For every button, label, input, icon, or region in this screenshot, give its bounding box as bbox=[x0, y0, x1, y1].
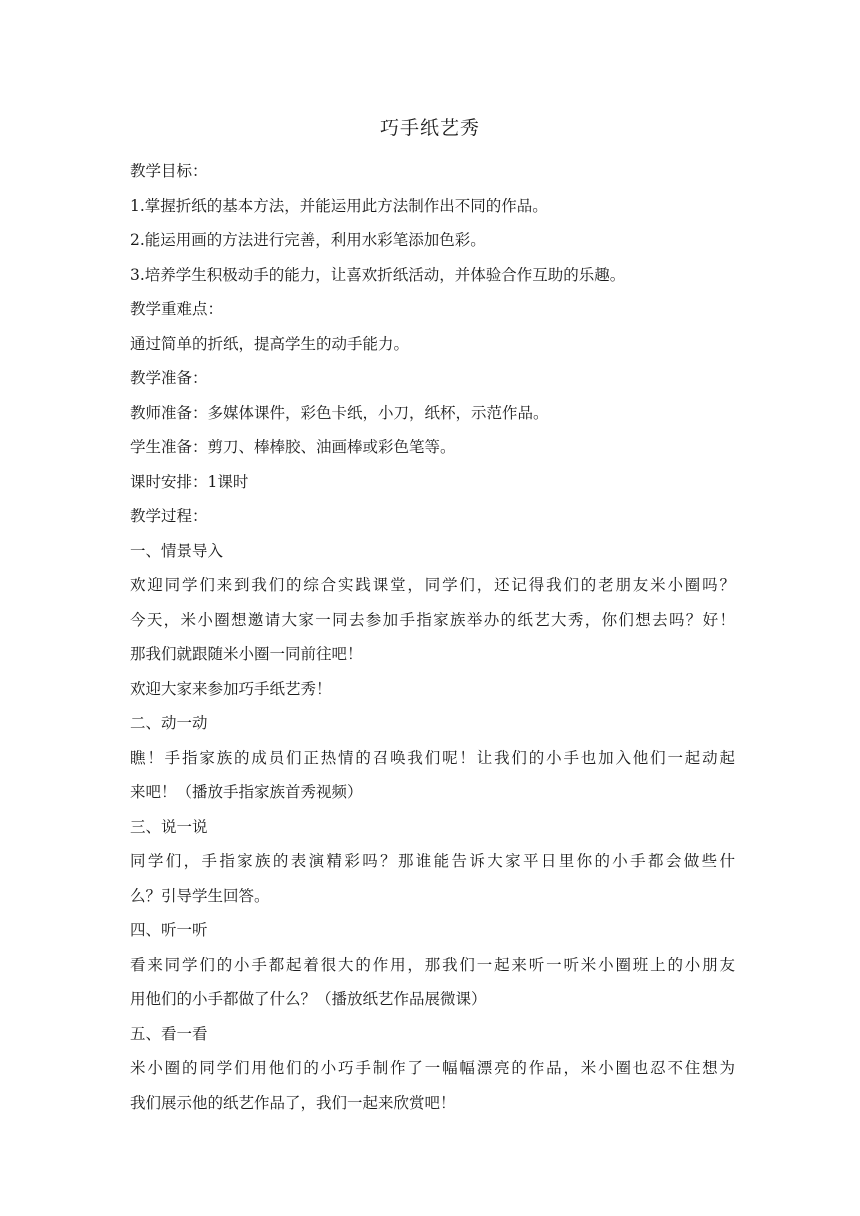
body-line: 教学目标： bbox=[130, 162, 208, 180]
body-line: 一、情景导入 bbox=[130, 541, 224, 560]
body-line: 二、动一动 bbox=[130, 714, 208, 732]
body-line: 通过简单的折纸，提高学生的动手能力。 bbox=[130, 334, 410, 353]
body-line: 1.掌握折纸的基本方法，并能运用此方法制作出不同的作品。 bbox=[130, 196, 548, 215]
body-line: 课时安排：1课时 bbox=[130, 472, 249, 491]
body-line: 用他们的小手都做了什么？（播放纸艺作品展微课） bbox=[130, 990, 487, 1008]
body-line: 同学们，手指家族的表演精彩吗？那谁能告诉大家平日里你的小手都会做些什 bbox=[130, 852, 735, 870]
body-line: 三、说一说 bbox=[130, 817, 208, 836]
body-line: 瞧！手指家族的成员们正热情的召唤我们呢！让我们的小手也加入他们一起动起 bbox=[130, 748, 735, 767]
body-line: 教学重难点： bbox=[130, 300, 224, 318]
body-line: 米小圈的同学们用他们的小巧手制作了一幅幅漂亮的作品，米小圈也忍不住想为 bbox=[130, 1059, 735, 1077]
body-line: 四、听一听 bbox=[130, 921, 208, 939]
body-line: 欢迎大家来参加巧手纸艺秀！ bbox=[130, 679, 332, 698]
body-line: 教学准备： bbox=[130, 369, 208, 387]
document-title: 巧手纸艺秀 bbox=[379, 117, 480, 139]
body-line: 学生准备：剪刀、棒棒胶、油画棒或彩色笔等。 bbox=[130, 438, 456, 456]
body-line: 那我们就跟随米小圈一同前往吧！ bbox=[130, 645, 363, 663]
body-line: 欢迎同学们来到我们的综合实践课堂，同学们，还记得我们的老朋友米小圈吗？ bbox=[130, 576, 735, 594]
body-line: 2.能运用画的方法进行完善，利用水彩笔添加色彩。 bbox=[130, 231, 486, 249]
body-line: 教师准备：多媒体课件，彩色卡纸，小刀，纸杯，示范作品。 bbox=[130, 403, 549, 422]
body-line: 来吧！（播放手指家族首秀视频） bbox=[130, 783, 363, 801]
body-line: 我们展示他的纸艺作品了，我们一起来欣赏吧！ bbox=[130, 1093, 456, 1112]
body-line: 3.培养学生积极动手的能力，让喜欢折纸活动，并体验合作互助的乐趣。 bbox=[130, 265, 626, 284]
body-line: 么？引导学生回答。 bbox=[130, 886, 270, 905]
body-line: 五、看一看 bbox=[130, 1024, 208, 1043]
body-line: 看来同学们的小手都起着很大的作用，那我们一起来听一听米小圈班上的小朋友 bbox=[130, 955, 735, 974]
document-body bbox=[130, 154, 735, 1120]
body-line: 今天，米小圈想邀请大家一同去参加手指家族举办的纸艺大秀，你们想去吗？好！ bbox=[130, 610, 735, 629]
body-line: 教学过程： bbox=[130, 507, 208, 525]
